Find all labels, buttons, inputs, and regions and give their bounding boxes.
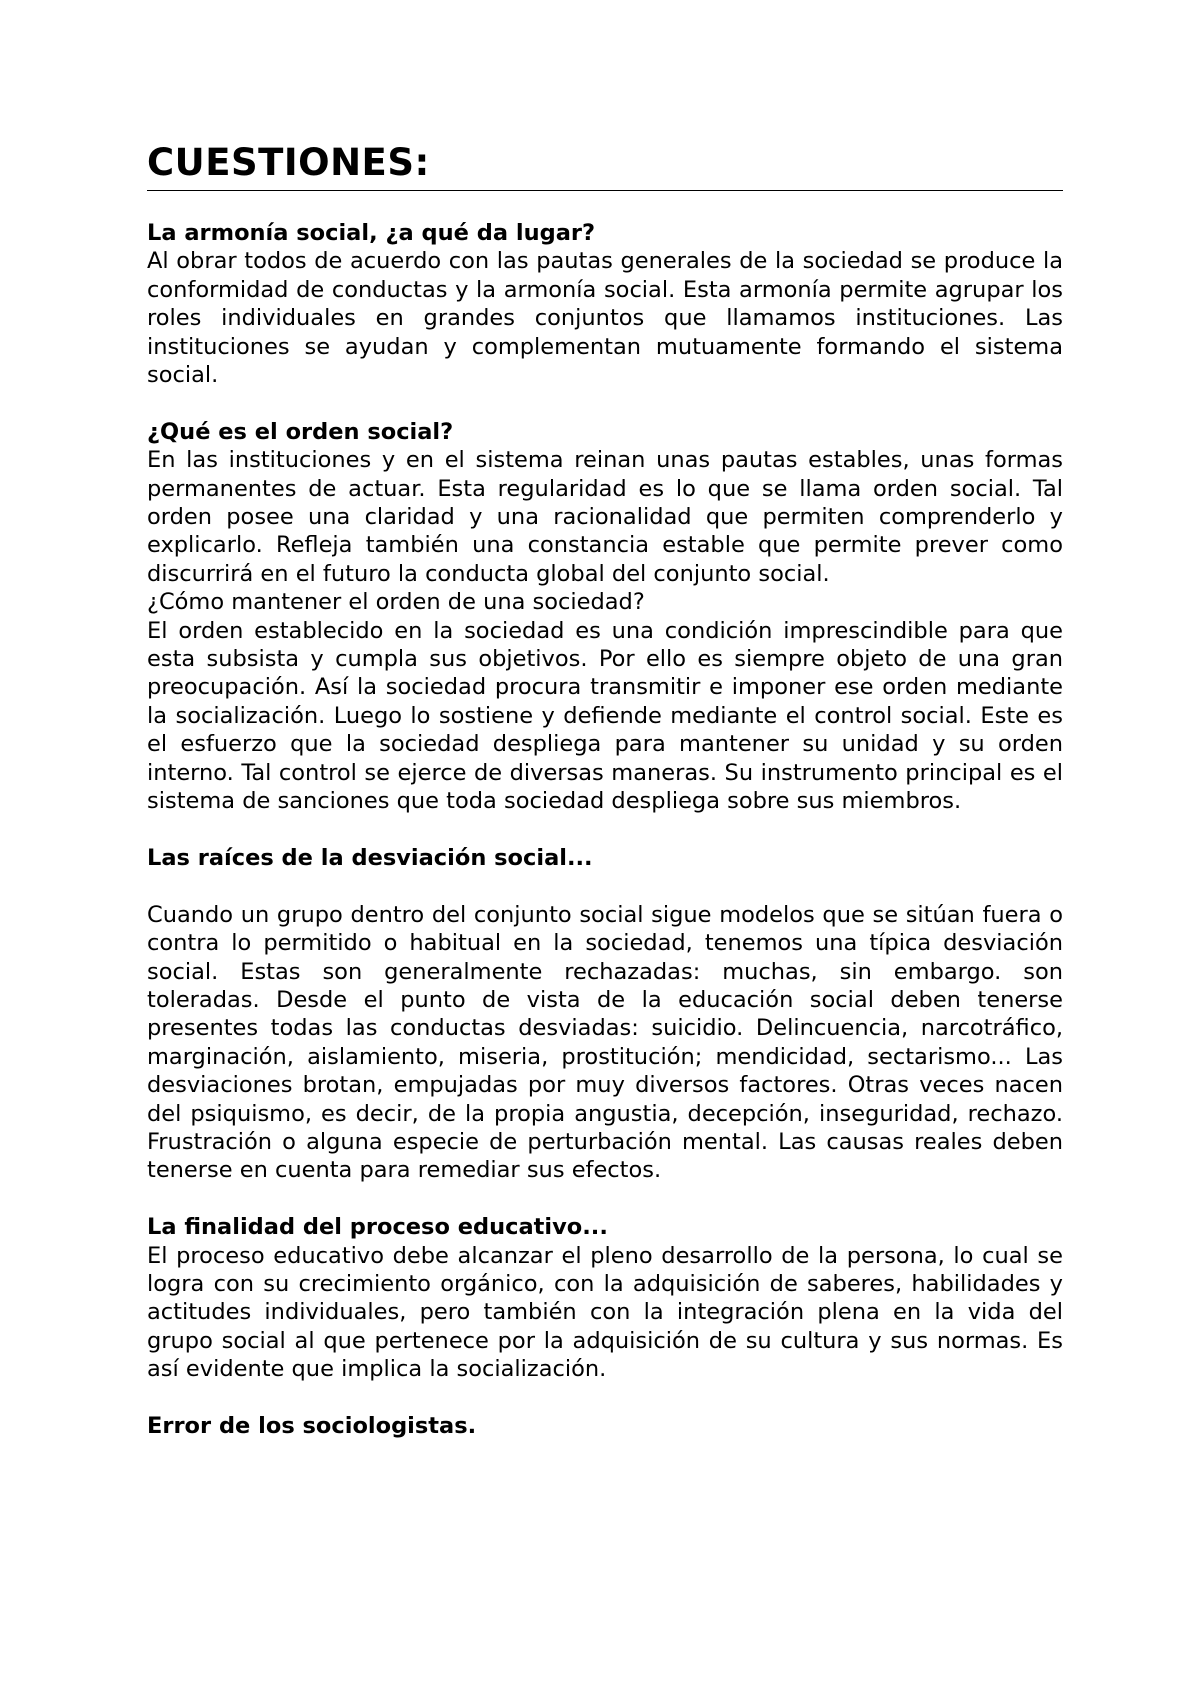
section-error-sociologistas (147, 1412, 1063, 1440)
spacer (147, 1384, 1063, 1412)
section-finalidad-educativa (147, 1213, 1063, 1383)
section-orden-social (147, 418, 1063, 588)
spacer (147, 872, 1063, 900)
spacer (147, 1185, 1063, 1213)
answer-paragraph: Al obrar todos de acuerdo con las pautas generales de la sociedad se produce la conformidad de conductas y la armonía social. Esta armonía permite agrupar los roles individuales en grandes conjuntos que llamamos instituciones. Las instituciones se ayudan y complementan mutuamente formando el sistema social. (147, 248, 1063, 389)
spacer (147, 191, 1063, 219)
document-page (147, 140, 1063, 1440)
question-heading: Las raíces de la desviación social... (147, 844, 593, 871)
section-mantener-orden (147, 588, 1063, 815)
spacer (147, 389, 1063, 417)
question-heading: Error de los sociologistas. (147, 1412, 477, 1439)
question-heading: ¿Qué es el orden social? (147, 418, 454, 445)
answer-paragraph: En las instituciones y en el sistema reinan unas pautas estables, unas formas permanentes de actuar. Esta regularidad es lo que se llama orden social. Tal orden posee una claridad y una racionalidad que permiten comprenderlo y explicarlo. Refleja también una constancia estable que permite prever como discurrirá en el futuro la conducta global del conjunto social. (147, 447, 1063, 587)
answer-paragraph: El proceso educativo debe alcanzar el pleno desarrollo de la persona, lo cual se logra con su crecimiento orgánico, con la adquisición de saberes, habilidades y actitudes individuales, pero también con la integración plena en la vida del grupo social al que pertenece por la adquisición de su cultura y sus normas. Es así evidente que implica la socialización. (147, 1242, 1063, 1383)
answer-paragraph: El orden establecido en la sociedad es una condición imprescindible para que esta subsista y cumpla sus objetivos. Por ello es siempre objeto de una gran preocupación. Así la sociedad procura transmitir e imponer ese orden mediante la socialización. Luego lo sostiene y defiende mediante el control social. Este es el esfuerzo que la sociedad despliega para mantener su unidad y su orden interno. Tal control se ejerce de diversas maneras. Su instrumento principal es el sistema de sanciones que toda sociedad despliega sobre sus miembros. (147, 617, 1063, 815)
page-title: CUESTIONES: (147, 140, 1063, 191)
section-armonia-social (147, 219, 1063, 389)
question-heading: La armonía social, ¿a qué da lugar? (147, 220, 596, 246)
answer-paragraph: Cuando un grupo dentro del conjunto social sigue modelos que se sitúan fuera o contra lo permitido o habitual en la sociedad, tenemos una típica desviación social. Estas son generalmente rechazadas: muchas, sin embargo. son toleradas. Desde el punto de vista de la educación social deben tenerse presentes todas las conductas desviadas: suicidio. Delincuencia, narcotráfico, marginación, aislamiento, miseria, prostitución; mendicidad, sectarismo... Las desviaciones brotan, empujadas por muy diversos factores. Otras veces nacen del psiquismo, es decir, de la propia angustia, decepción, inseguridad, rechazo. Frustración o alguna especie de perturbación mental. Las causas reales deben tenerse en cuenta para remediar sus efectos. (147, 901, 1063, 1184)
spacer (147, 816, 1063, 844)
question-heading: ¿Cómo mantener el orden de una sociedad? (147, 589, 645, 616)
section-desviacion-social (147, 844, 1063, 1185)
question-heading: La finalidad del proceso educativo... (147, 1214, 608, 1241)
